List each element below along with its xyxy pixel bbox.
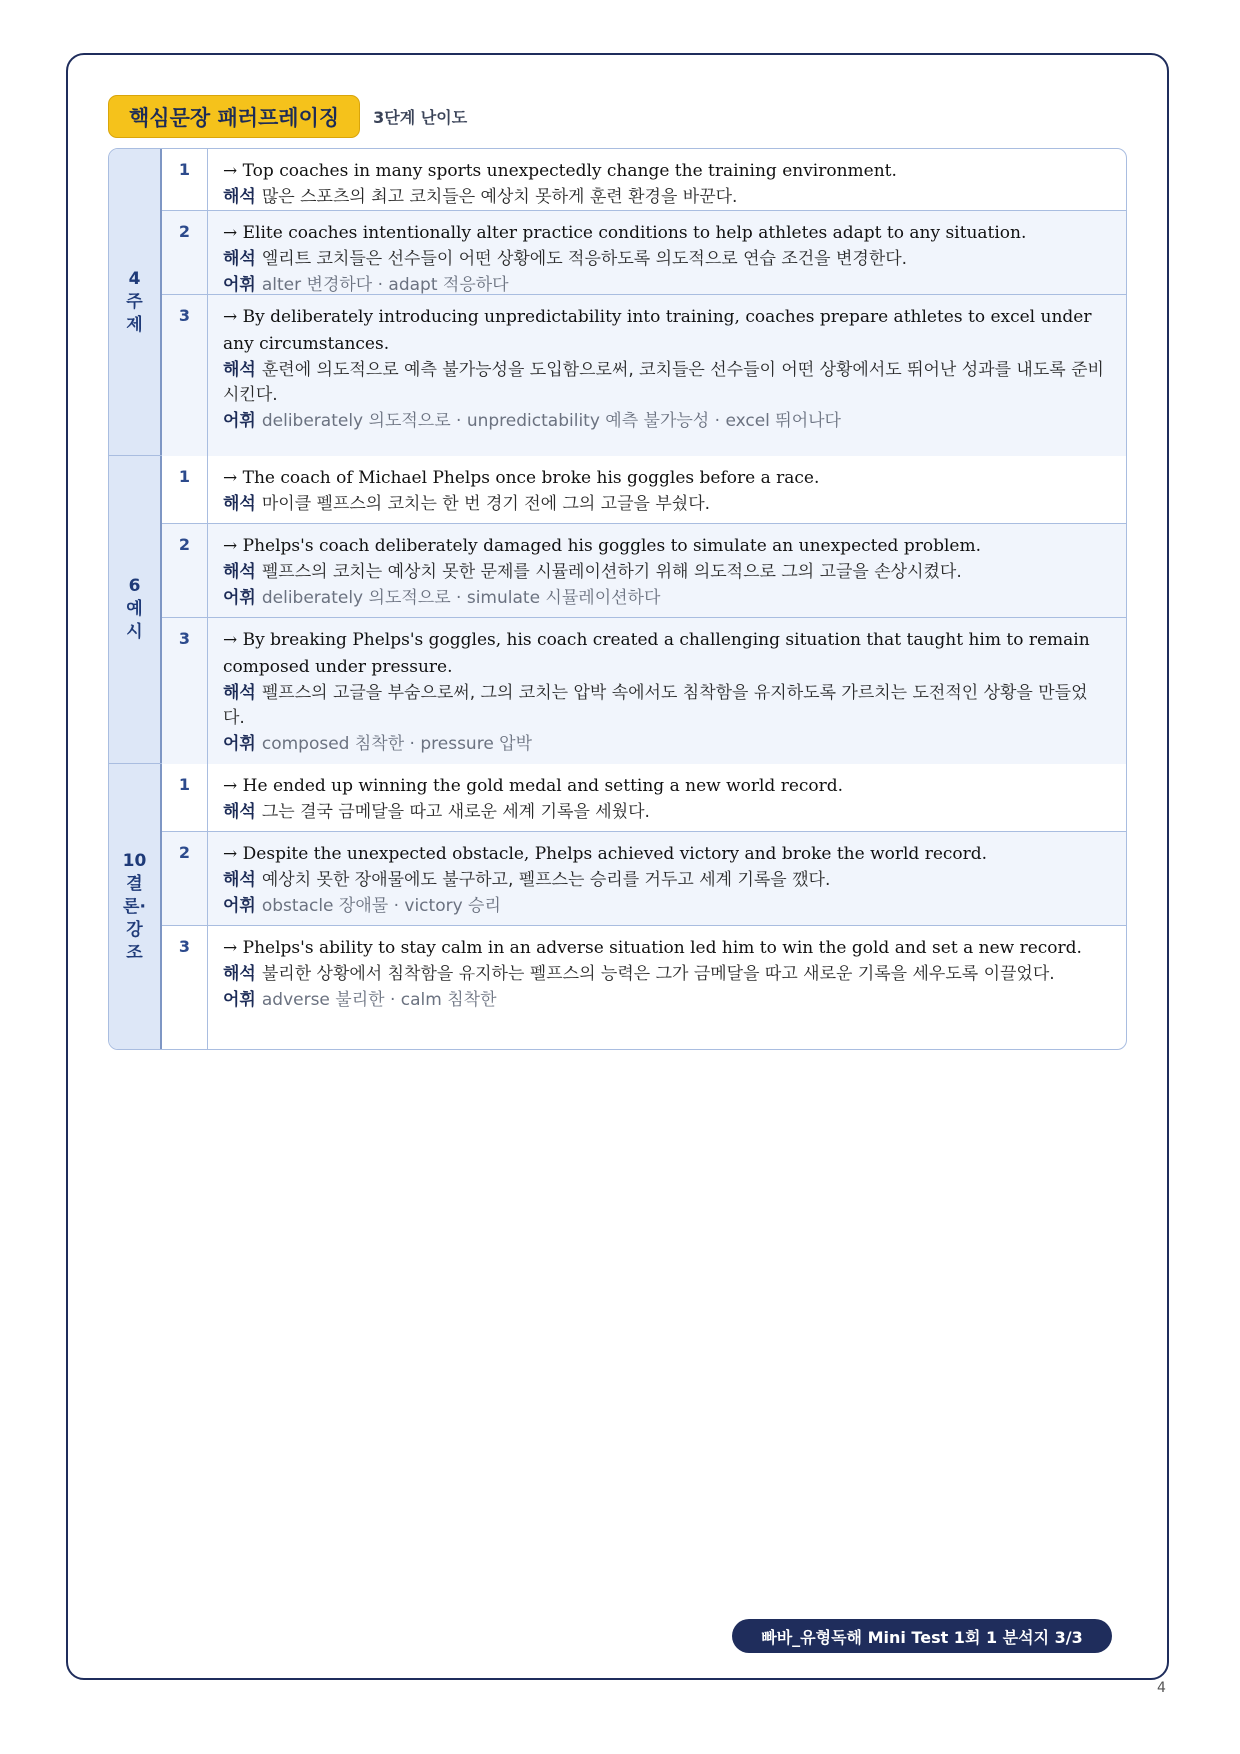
row-number: 1: [162, 149, 208, 210]
translation-line: [223, 560, 1106, 585]
section-conclusion: [109, 764, 1126, 1050]
translation-tag: 해석: [223, 249, 256, 269]
translation-line: [223, 800, 1106, 825]
row-number: 1: [162, 764, 208, 831]
row-content: [208, 149, 1126, 210]
translation-text: 훈련에 의도적으로 예측 불가능성을 도입함으로써, 코치들은 선수들이 어떤 상황에서도 뛰어난 성과를 내도록 준비시킨다.: [223, 360, 1104, 405]
vocab-line: [223, 893, 1106, 920]
section-header: [108, 95, 467, 138]
translation-text: 마이클 펠프스의 코치는 한 번 경기 전에 그의 고글을 부쉈다.: [261, 494, 711, 514]
table-row: [162, 211, 1126, 295]
translation-text: 펠프스의 고글을 부숨으로써, 그의 코치는 압박 속에서도 침착함을 유지하도록 가르치는 도전적인 상황을 만들었다.: [223, 683, 1088, 728]
row-number: 1: [162, 456, 208, 523]
translation-text: 예상치 못한 장애물에도 불구하고, 펠프스는 승리를 거두고 세계 기록을 깼다.: [261, 870, 831, 890]
row-content: [208, 211, 1126, 299]
english-sentence: → By deliberately introducing unpredictability into training, coaches prepare athletes to excel under any circumstances.: [223, 307, 1092, 354]
vocab-text: deliberately 의도적으로 · unpredictability 예측 불가능성 · excel 뛰어나다: [261, 411, 841, 431]
vocab-text: adverse 불리한 · calm 침착한: [261, 990, 497, 1010]
row-content: [208, 926, 1126, 1014]
vocab-text: obstacle 장애물 · victory 승리: [261, 896, 501, 916]
row-number: 2: [162, 832, 208, 925]
section-example: [109, 456, 1126, 764]
section-title: 핵심문장 패러프레이징: [108, 95, 360, 138]
english-sentence: → He ended up winning the gold medal and setting a new world record.: [223, 776, 844, 796]
vocab-line: [223, 987, 1106, 1014]
row-content: [208, 456, 1126, 517]
footer-title: 빠바_유형독해 Mini Test 1회 1 분석지 3/3: [732, 1619, 1112, 1653]
section-label: 6 예시: [109, 456, 162, 763]
english-sentence: → The coach of Michael Phelps once broke his goggles before a race.: [223, 468, 820, 488]
vocab-text: composed 침착한 · pressure 압박: [261, 734, 533, 754]
translation-line: [223, 358, 1106, 408]
translation-tag: 해석: [223, 360, 256, 380]
row-number: 3: [162, 618, 208, 764]
translation-tag: 해석: [223, 187, 256, 207]
row-number: 2: [162, 524, 208, 617]
vocab-text: deliberately 의도적으로 · simulate 시뮬레이션하다: [261, 588, 661, 608]
row-number: 2: [162, 211, 208, 294]
english-sentence: → Elite coaches intentionally alter practice conditions to help athletes adapt to any situation.: [223, 223, 1027, 243]
translation-text: 엘리트 코치들은 선수들이 어떤 상황에도 적응하도록 의도적으로 연습 조건을 변경한다.: [261, 249, 908, 269]
english-sentence: → Phelps's ability to stay calm in an adverse situation led him to win the gold and set a new record.: [223, 938, 1082, 958]
translation-line: [223, 868, 1106, 893]
english-sentence: → Top coaches in many sports unexpectedly change the training environment.: [223, 161, 897, 181]
translation-line: [223, 247, 1106, 272]
row-content: [208, 764, 1126, 825]
table-row: [162, 295, 1126, 456]
translation-text: 불리한 상황에서 침착함을 유지하는 펠프스의 능력은 그가 금메달을 따고 새로운 기록을 세우도록 이끌었다.: [261, 964, 1055, 984]
vocab-tag: 어휘: [223, 990, 256, 1010]
section-label: 4 주제: [109, 149, 162, 455]
translation-line: [223, 681, 1106, 731]
section-topic: [109, 149, 1126, 456]
table-row: [162, 456, 1126, 524]
translation-tag: 해석: [223, 494, 256, 514]
translation-text: 많은 스포츠의 최고 코치들은 예상치 못하게 훈련 환경을 바꾼다.: [261, 187, 738, 207]
translation-tag: 해석: [223, 562, 256, 582]
translation-tag: 해석: [223, 964, 256, 984]
row-content: [208, 832, 1126, 920]
vocab-line: [223, 731, 1106, 758]
vocab-tag: 어휘: [223, 411, 256, 431]
translation-text: 펠프스의 코치는 예상치 못한 문제를 시뮬레이션하기 위해 의도적으로 그의 고글을 손상시켰다.: [261, 562, 962, 582]
difficulty-level: 3단계 난이도: [373, 108, 468, 127]
translation-text: 그는 결국 금메달을 따고 새로운 세계 기록을 세웠다.: [261, 802, 650, 822]
table-row: [162, 524, 1126, 618]
vocab-tag: 어휘: [223, 588, 256, 608]
table-row: [162, 149, 1126, 211]
vocab-tag: 어휘: [223, 896, 256, 916]
translation-line: [223, 962, 1106, 987]
row-content: [208, 618, 1126, 758]
row-content: [208, 295, 1126, 435]
translation-tag: 해석: [223, 802, 256, 822]
table-row: [162, 764, 1126, 832]
vocab-text: alter 변경하다 · adapt 적응하다: [261, 275, 509, 295]
table-row: [162, 832, 1126, 926]
vocab-line: [223, 408, 1106, 435]
translation-line: [223, 185, 1106, 210]
row-content: [208, 524, 1126, 612]
section-label: 10 결론· 강조: [109, 764, 162, 1050]
english-sentence: → Phelps's coach deliberately damaged his goggles to simulate an unexpected problem.: [223, 536, 981, 556]
vocab-tag: 어휘: [223, 275, 256, 295]
translation-tag: 해석: [223, 870, 256, 890]
vocab-line: [223, 585, 1106, 612]
paraphrase-table: [108, 148, 1127, 1050]
translation-line: [223, 492, 1106, 517]
row-number: 3: [162, 926, 208, 1050]
vocab-tag: 어휘: [223, 734, 256, 754]
english-sentence: → By breaking Phelps's goggles, his coach created a challenging situation that taught him to remain composed under pressure.: [223, 630, 1090, 677]
translation-tag: 해석: [223, 683, 256, 703]
table-row: [162, 618, 1126, 764]
table-row: [162, 926, 1126, 1050]
english-sentence: → Despite the unexpected obstacle, Phelps achieved victory and broke the world record.: [223, 844, 988, 864]
page-number: 4: [1157, 1680, 1166, 1696]
row-number: 3: [162, 295, 208, 456]
